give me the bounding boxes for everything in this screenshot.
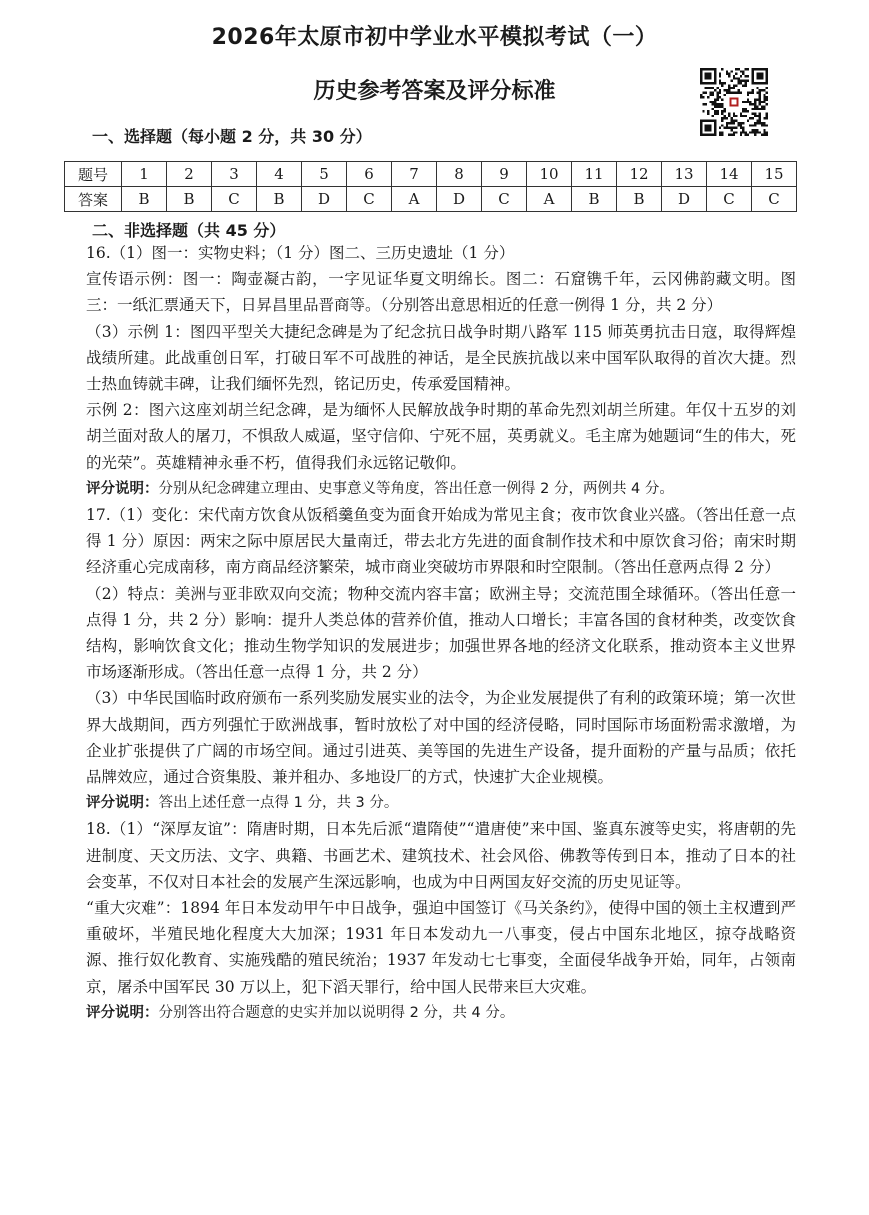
question-number-cell: 1 [122, 162, 167, 187]
answer-cell: A [527, 187, 572, 212]
question-number-cell: 6 [347, 162, 392, 187]
question-number-cell: 4 [257, 162, 302, 187]
answer-body [86, 240, 796, 1026]
answer-cell: D [662, 187, 707, 212]
answer-table [64, 161, 797, 212]
answer-cell: C [482, 187, 527, 212]
answer-cell: C [212, 187, 257, 212]
answer-paragraph: （3）中华民国临时政府颁布一系列奖励发展实业的法令，为企业发展提供了有利的政策环境；第一次世界大战期间，西方列强忙于欧洲战事，暂时放松了对中国的经济侵略，同时国际市场面粉需求激增，为企业扩张提供了广阔的市场空间。通过引进英、美等国的先进生产设备，提升面粉的产量与品质；依托品牌效应，通过合资集股、兼并租办、多地设厂的方式，快速扩大企业规模。 [86, 689, 796, 787]
question-number-cell: 3 [212, 162, 257, 187]
qr-code-icon[interactable] [700, 68, 768, 136]
answer-paragraph: “重大灾难”：1894 年日本发动甲午中日战争，强迫中国签订《马关条约》，使得中国的领土主权遭到严重破坏，半殖民地化程度大大加深；1931 年日本发动九一八事变，侵占中国东北地区，掠夺战略资源、推行奴化教育、实施残酷的殖民统治；1937 年发动七七事变，全面侵华战争开始，同年，占领南京，屠杀中国军民 30 万以上，犯下滔天罪行，给中国人民带来巨大灾难。 [86, 899, 796, 996]
section-1-title: 一、选择题（每小题 2 分，共 30 分） [92, 127, 372, 146]
scoring-note-label: 评分说明： [86, 480, 159, 497]
answer-paragraph: 示例 2：图六这座刘胡兰纪念碑，是为缅怀人民解放战争时期的革命先烈刘胡兰所建。年仅十五岁的刘胡兰面对敌人的屠刀，不惧敌人威逼，坚守信仰、宁死不屈，英勇就义。毛主席为她题词“生的伟大，死的光荣”。英雄精神永垂不朽，值得我们永远铭记敬仰。 [86, 401, 796, 472]
question-number-cell: 10 [527, 162, 572, 187]
answer-paragraph: 宣传语示例：图一：陶壶凝古韵，一字见证华夏文明绵长。图二：石窟镌千年，云冈佛韵藏文明。图三：一纸汇票通天下，日昇昌里品晋商等。（分别答出意思相近的任意一例得 1 分，共 2 分） [86, 270, 796, 315]
table-row-numbers [65, 162, 797, 187]
answer-cell: B [122, 187, 167, 212]
scoring-note [86, 1000, 796, 1026]
answer-cell: A [392, 187, 437, 212]
question-number-cell: 11 [572, 162, 617, 187]
scoring-note [86, 790, 796, 816]
answer-cell: B [617, 187, 662, 212]
answer-cell: B [167, 187, 212, 212]
answer-cell: B [257, 187, 302, 212]
question-number-cell: 15 [752, 162, 797, 187]
scoring-note-text: 分别答出符合题意的史实并加以说明得 2 分，共 4 分。 [158, 1004, 515, 1021]
scoring-note-label: 评分说明： [86, 1004, 159, 1021]
answer-cell: B [572, 187, 617, 212]
answer-paragraph: 16.（1）图一：实物史料；（1 分）图二、三历史遗址（1 分） [86, 244, 515, 262]
row-label-numbers: 题号 [65, 162, 122, 187]
scoring-note-text: 答出上述任意一点得 1 分，共 3 分。 [158, 795, 399, 812]
answer-cell: C [707, 187, 752, 212]
answer-cell: D [437, 187, 482, 212]
answer-paragraph: （3）示例 1：图四平型关大捷纪念碑是为了纪念抗日战争时期八路军 115 师英勇抗击日寇，取得辉煌战绩所建。此战重创日军，打破日军不可战胜的神话，是全民族抗战以来中国军队取得的首次大捷。烈士热血铸就丰碑，让我们缅怀先烈，铭记历史，传承爱国精神。 [86, 322, 796, 394]
question-number-cell: 2 [167, 162, 212, 187]
scoring-note [86, 476, 796, 502]
question-number-cell: 12 [617, 162, 662, 187]
answer-cell: C [347, 187, 392, 212]
question-number-cell: 9 [482, 162, 527, 187]
row-label-answers: 答案 [65, 187, 122, 212]
scoring-note-label: 评分说明： [86, 795, 159, 812]
page-title: 2026年太原市初中学业水平模拟考试（一） [211, 25, 658, 50]
question-number-cell: 8 [437, 162, 482, 187]
section-2-title: 二、非选择题（共 45 分） [92, 221, 286, 240]
answer-paragraph: 17.（1）变化：宋代南方饮食从饭稻羹鱼变为面食开始成为常见主食；夜市饮食业兴盛。（答出任意一点得 1 分）原因：两宋之际中原居民大量南迁，带去北方先进的面食制作技术和中原饮食习俗；南宋时期经济重心完成南移，南方商品经济繁荣，城市商业突破坊市界限和时空限制。（答出任意两点得 2 分） [86, 506, 796, 577]
question-number-cell: 5 [302, 162, 347, 187]
page-subtitle: 历史参考答案及评分标准 [313, 79, 556, 104]
question-number-cell: 7 [392, 162, 437, 187]
question-number-cell: 13 [662, 162, 707, 187]
scoring-note-text: 分别从纪念碑建立理由、史事意义等角度，答出任意一例得 2 分，两例共 4 分。 [158, 480, 674, 497]
table-row-answers [65, 187, 797, 212]
answer-cell: D [302, 187, 347, 212]
answer-paragraph: （2）特点：美洲与亚非欧双向交流；物种交流内容丰富；欧洲主导；交流范围全球循环。（答出任意一点得 1 分，共 2 分）影响：提升人类总体的营养价值，推动人口增长；丰富各国的食材种类，改变饮食结构，影响饮食文化；推动生物学知识的发展进步；加强世界各地的经济文化联系，推动资本主义世界市场逐渐形成。（答出任意一点得 1 分，共 2 分） [86, 584, 796, 682]
question-number-cell: 14 [707, 162, 752, 187]
answer-paragraph: 18.（1）“深厚友谊”：隋唐时期，日本先后派“遣隋使”“遣唐使”来中国、鉴真东渡等史实，将唐朝的先进制度、天文历法、文字、典籍、书画艺术、建筑技术、社会风俗、佛教等传到日本，推动了日本的社会变革，不仅对日本社会的发展产生深远影响，也成为中日两国友好交流的历史见证等。 [86, 820, 796, 891]
answer-cell: C [752, 187, 797, 212]
